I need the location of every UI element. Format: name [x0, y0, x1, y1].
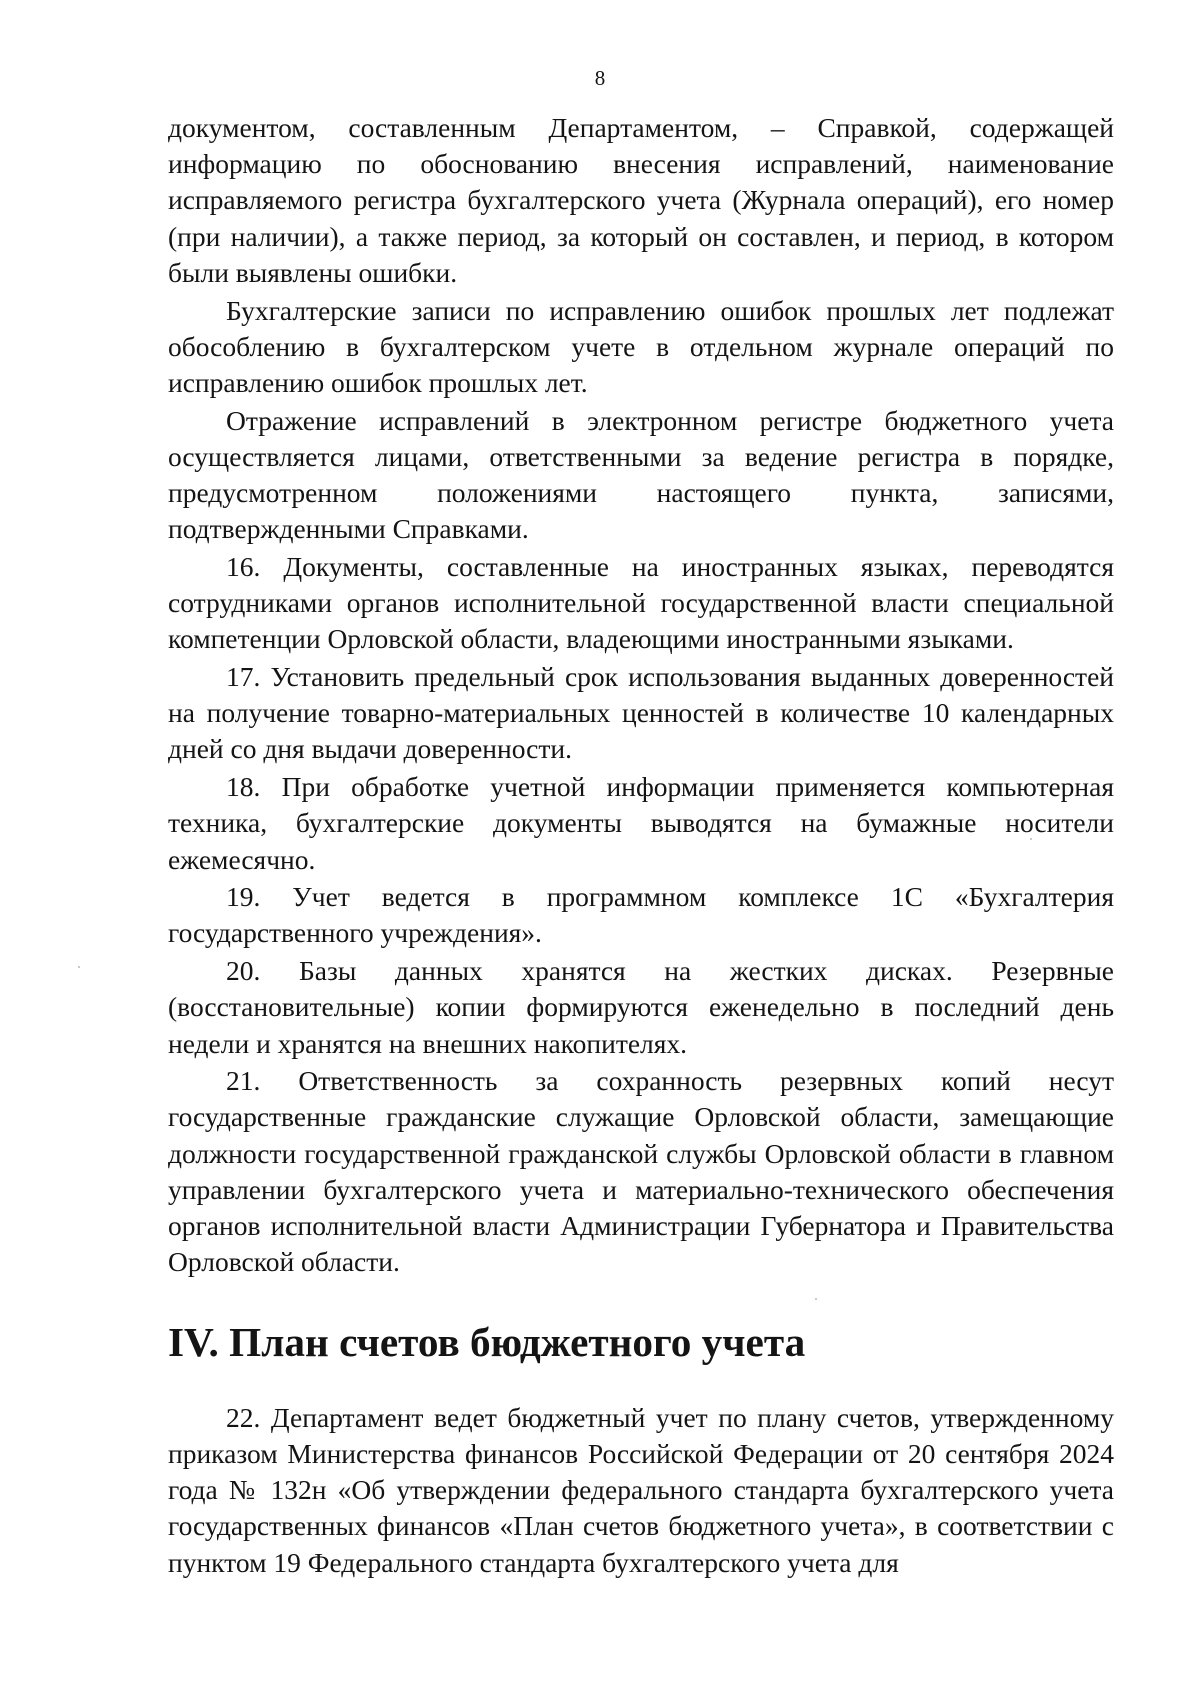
paragraph-item-16: 16. Документы, составленные на иностранных языках, переводятся сотрудниками органов исполнительной государственной власти специальной компетенции Орловской области, владеющими иностранными языками.: [168, 550, 1114, 655]
paragraph-past-errors: Бухгалтерские записи по исправлению ошибок прошлых лет подлежат обособлению в бухгалтерском учете в отдельном журнале операций по исправлению ошибок прошлых лет.: [168, 294, 1114, 398]
paragraph-item-19: 19. Учет ведется в программном комплексе 1С «Бухгалтерия государственного учреждения».: [168, 881, 1114, 949]
section-heading: IV. План счетов бюджетного учета: [168, 1318, 806, 1365]
scan-speck: [1030, 838, 1032, 840]
scan-speck: [815, 1298, 817, 1300]
paragraph-continuation: документом, составленным Департаментом, – Справкой, содержащей информацию по обоснованию внесения исправлений, наименование исправляемого регистра бухгалтерского учета (Журнала операций), его номер (при наличии), а также период, за который он составлен, и период, в котором были выявлены ошибки.: [168, 112, 1114, 288]
paragraph-item-17: 17. Установить предельный срок использования выданных доверенностей на получение товарно-материальных ценностей в количестве 10 календарных дней со дня выдачи доверенности.: [168, 661, 1114, 765]
paragraph-electronic-register: Отражение исправлений в электронном регистре бюджетного учета осуществляется лицами, ответственными за ведение регистра в порядке, предусмотренном положениями настоящего пункта, записями, подтвержденными Справками.: [168, 404, 1114, 545]
scan-speck: [78, 966, 80, 968]
paragraph-item-21: 21. Ответственность за сохранность резервных копий несут государственные гражданские служащие Орловской области, замещающие должности государственной гражданской службы Орловской области в главном управлении бухгалтерского учета и материально-технического обеспечения органов исполнительной власти Администрации Губернатора и Правительства Орловской области.: [168, 1065, 1114, 1278]
paragraph-item-20: 20. Базы данных хранятся на жестких дисках. Резервные (восстановительные) копии формируются еженедельно в последний день недели и хранятся на внешних накопителях.: [168, 955, 1114, 1059]
document-body: [168, 110, 1114, 1582]
page-number: 8: [594, 66, 606, 90]
paragraph-item-22: 22. Департамент ведет бюджетный учет по плану счетов, утвержденному приказом Министерства финансов Российской Федерации от 20 сентября 2024 года № 132н «Об утверждении федерального стандарта бухгалтерского учета государственных финансов «План счетов бюджетного учета», в соответствии с пунктом 19 Федерального стандарта бухгалтерского учета для: [168, 1401, 1114, 1578]
paragraph-item-18: 18. При обработке учетной информации применяется компьютерная техника, бухгалтерские документы выводятся на бумажные носители ежемесячно.: [168, 771, 1114, 875]
